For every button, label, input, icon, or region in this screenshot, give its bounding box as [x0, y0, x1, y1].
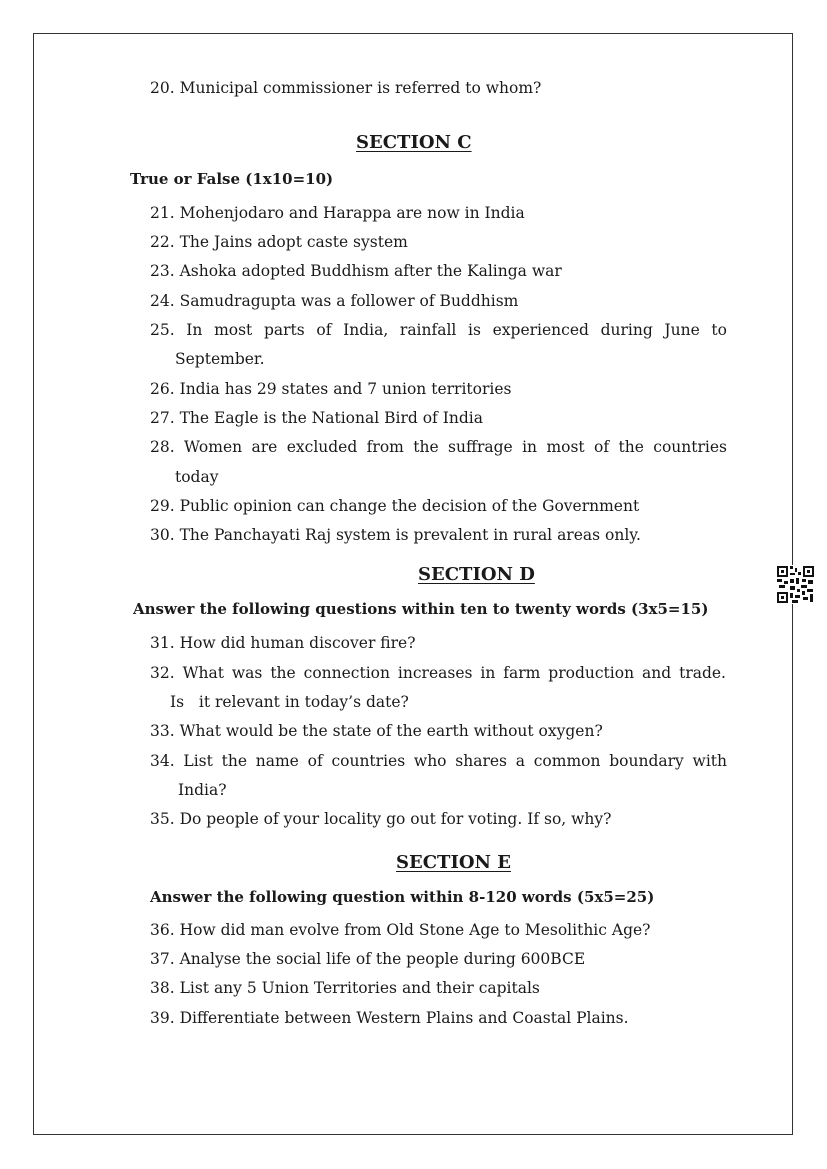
question-32-continued: Is it relevant in today’s date? — [170, 693, 409, 711]
question-25: 25. In most parts of India, rainfall is experienced during June to — [150, 321, 727, 339]
section-c-title: SECTION C — [356, 132, 472, 153]
question-32: 32. What was the connection increases in farm production and trade. — [150, 664, 726, 682]
question-24: 24. Samudragupta was a follower of Buddhism — [150, 292, 519, 310]
section-c-instruction: True or False (1x10=10) — [130, 170, 334, 188]
question-37: 37. Analyse the social life of the people during 600BCE — [150, 950, 586, 968]
section-d-title: SECTION D — [418, 564, 535, 585]
question-28-continued: today — [175, 468, 219, 486]
question-27: 27. The Eagle is the National Bird of India — [150, 409, 483, 427]
question-38: 38. List any 5 Union Territories and their capitals — [150, 979, 540, 997]
question-20: 20. Municipal commissioner is referred to whom? — [150, 79, 542, 97]
question-25-continued: September. — [175, 350, 265, 368]
section-e-instruction: Answer the following question within 8-120 words (5x5=25) — [150, 888, 655, 906]
section-d-instruction: Answer the following questions within ten to twenty words (3x5=15) — [133, 600, 709, 618]
section-e-title: SECTION E — [396, 852, 511, 873]
page-border — [33, 33, 793, 1135]
question-33: 33. What would be the state of the earth without oxygen? — [150, 722, 603, 740]
question-31: 31. How did human discover fire? — [150, 634, 416, 652]
question-30: 30. The Panchayati Raj system is prevalent in rural areas only. — [150, 526, 641, 544]
question-35: 35. Do people of your locality go out for voting. If so, why? — [150, 810, 612, 828]
question-34-continued: India? — [178, 781, 227, 799]
question-29: 29. Public opinion can change the decision of the Government — [150, 497, 640, 515]
question-34: 34. List the name of countries who shares a common boundary with — [150, 752, 727, 770]
question-36: 36. How did man evolve from Old Stone Age to Mesolithic Age? — [150, 921, 651, 939]
question-39: 39. Differentiate between Western Plains and Coastal Plains. — [150, 1009, 629, 1027]
question-26: 26. India has 29 states and 7 union territories — [150, 380, 512, 398]
question-23: 23. Ashoka adopted Buddhism after the Kalinga war — [150, 262, 562, 280]
question-28: 28. Women are excluded from the suffrage in most of the countries — [150, 438, 727, 456]
qr-code-icon — [776, 565, 815, 604]
question-21: 21. Mohenjodaro and Harappa are now in India — [150, 204, 525, 222]
question-22: 22. The Jains adopt caste system — [150, 233, 408, 251]
